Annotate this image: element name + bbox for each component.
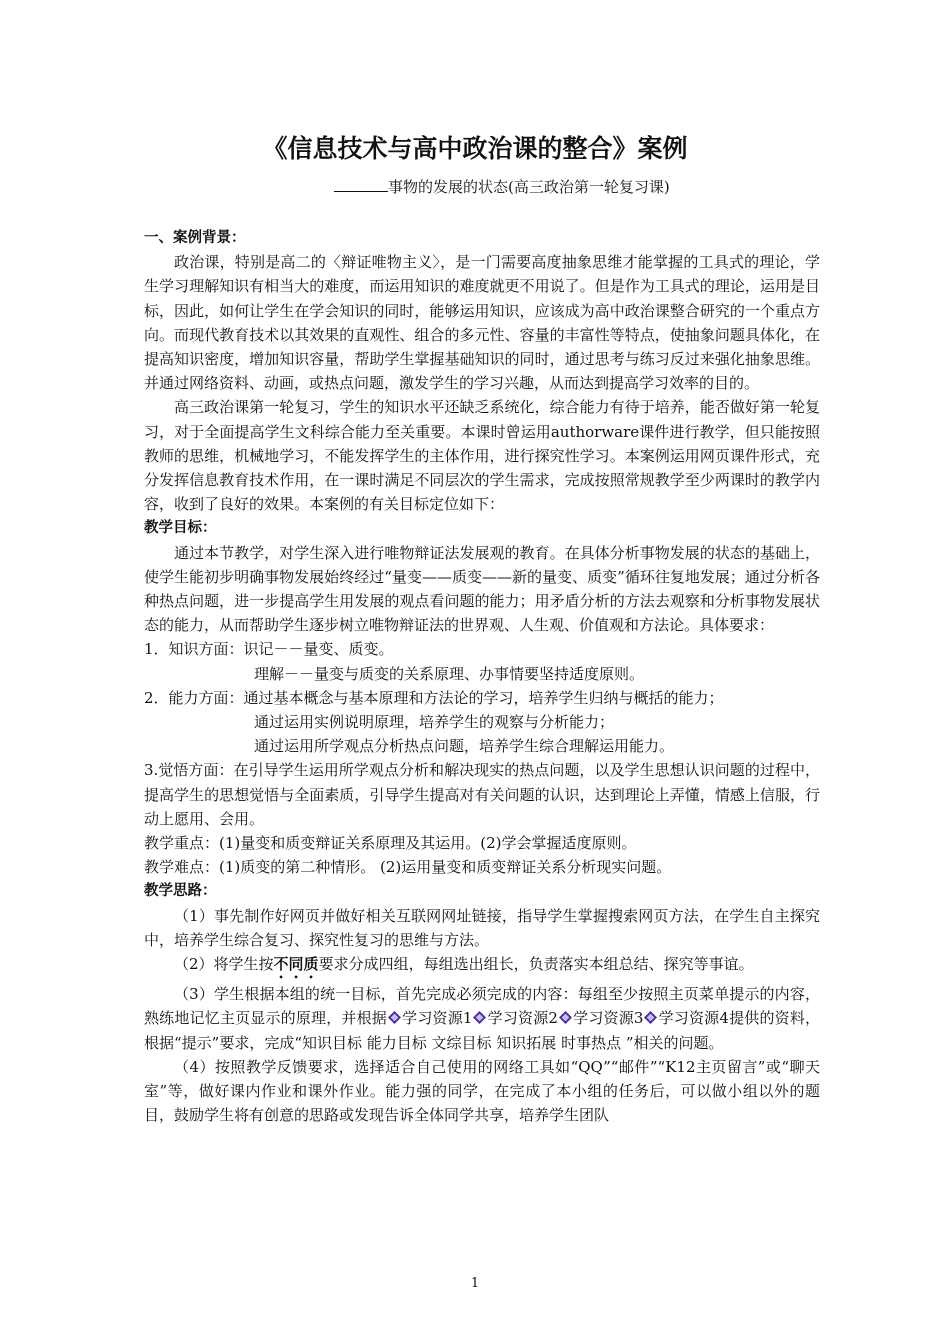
paragraph-background-1: 政治课，特别是高二的〈辩证唯物主义〉，是一门需要高度抽象思维才能掌握的工具式的理论，学生学习理解知识有相当大的难度，而运用知识的难度就更不用说了。但是作为工具式的理论，运用是目标，因此，如何让学生在学会知识的同时，能够运用知识，应该成为高中政治课整合研究的一个重点方向。而现代教育技术以其效果的直观性、组合的多元性、容量的丰富性等特点，使抽象问题具体化，在提高知识密度，增加知识容量，帮助学生掌握基础知识的同时，通过思考与练习反过来强化抽象思维。并通过网络资料、动画，或热点问题，激发学生的学习兴趣，从而达到提高学习效率的目的。: [144, 253, 820, 393]
step-2-text-a: （2）将学生按: [174, 955, 274, 974]
resource-link-1[interactable]: 学习资源1: [401, 1009, 473, 1028]
section-heading-goals: 教学目标：: [144, 520, 217, 537]
diamond-bullet-icon: [473, 1011, 486, 1024]
section-heading-background: 一、案例背景：: [144, 230, 246, 246]
document-title: 《信息技术与高中政治课的整合》案例: [262, 134, 688, 163]
step-2-emphasis: 不同质: [273, 955, 319, 974]
teaching-key-points: 教学重点：(1)量变和质变辩证关系原理及其运用。(2)学会掌握适度原则。: [144, 834, 637, 853]
goal-awareness: 3.觉悟方面：在引导学生运用所学观点分析和解决现实的热点问题，以及学生思想认识问题的过程中，提高学生的思想觉悟与全面素质，引导学生提高对有关问题的认识，达到理论上弄懂，情感上信服，行动上愿用、会用。: [144, 761, 820, 828]
goal-ability-2: 通过运用实例说明原理，培养学生的观察与分析能力；: [254, 713, 615, 732]
section-heading-ideas: 教学思路：: [144, 883, 217, 900]
goal-ability: 2．能力方面：通过基本概念与基本原理和方法论的学习，培养学生归纳与概括的能力；: [144, 688, 724, 707]
idea-step-3: [144, 982, 820, 1055]
resource-link-2[interactable]: 学习资源2: [487, 1009, 558, 1028]
paragraph-goals: 通过本节教学，对学生深入进行唯物辩证法发展观的教育。在具体分析事物发展的状态的基础上，使学生能初步明确事物发展始终经过“量变——质变——新的量变、质变”循环往复地发展；通过分析各种热点问题，进一步提高学生用发展的观点看问题的能力；用矛盾分析的方法去观察和分析事物发展状态的能力，从而帮助学生逐步树立唯物辩证法的世界观、人生观、价值观和方法论。具体要求：: [144, 543, 820, 635]
step-2-text-b: 要求分成四组，每组选出组长，负责落实本组总结、探究等事谊。: [318, 955, 754, 974]
subtitle-text: 事物的发展的状态(高三政治第一轮复习课): [388, 178, 670, 196]
idea-step-1: （1）事先制作好网页并做好相关互联网网址链接，指导学生掌握搜索网页方法，在学生自主探究中，培养学生综合复习、探究性复习的思维与方法。: [144, 906, 820, 949]
diamond-bullet-icon: [644, 1011, 657, 1024]
goal-knowledge: 1．知识方面：识记－－量变、质变。: [144, 640, 394, 659]
goal-knowledge-understand: 理解－－量变与质变的关系原理、办事情要坚持适度原则。: [254, 664, 645, 683]
diamond-bullet-icon: [388, 1011, 401, 1024]
document-body: [144, 226, 820, 1127]
diamond-bullet-icon: [559, 1011, 572, 1024]
page-number: 1: [470, 1276, 480, 1291]
idea-step-4: （4）按照教学反馈要求，选择适合自己使用的网络工具如“QQ”“邮件”“K12主页留言”或“聊天室”等，做好课内作业和课外作业。能力强的同学，在完成了本小组的任务后，可以做小组以外的题目，鼓励学生将有创意的思路或发现告诉全体同学共享，培养学生团队: [144, 1057, 820, 1125]
paragraph-background-2: 高三政治课第一轮复习，学生的知识水平还缺乏系统化，综合能力有待于培养，能否做好第一轮复习，对于全面提高学生文科综合能力至关重要。本课时曾运用authorware课件进行教学，但只能按照教师的思维，机械地学习，不能发挥学生的主体作用，进行探究性学习。本案例运用网页课件形式，充分发挥信息教育技术作用，在一课时满足不同层次的学生需求，完成按照常规教学至少两课时的教学内容，收到了良好的效果。本案例的有关目标定位如下：: [144, 398, 820, 514]
step-3-text-a: （3）学生根据本组的统一目标，首先完成必须完成的内容：每组至少按照主页菜单提示的内容，熟练地记忆主页显示的原理，并根据: [144, 985, 820, 1028]
document-subtitle: [334, 176, 670, 198]
idea-step-2: [144, 952, 820, 982]
subtitle-blank-line: [334, 177, 388, 192]
teaching-difficulties: 教学难点：(1)质变的第二种情形。 (2)运用量变和质变辩证关系分析现实问题。: [144, 858, 672, 877]
step-3-text-b: 学习资源4提供的资料，根据“提示”要求，完成“知识目标 能力目标 文综目标 知识拓展 时事热点 ”相关的问题。: [144, 1009, 821, 1052]
resource-link-3[interactable]: 学习资源3: [572, 1009, 644, 1028]
goal-ability-3: 通过运用所学观点分析热点问题，培养学生综合理解运用能力。: [254, 737, 675, 756]
